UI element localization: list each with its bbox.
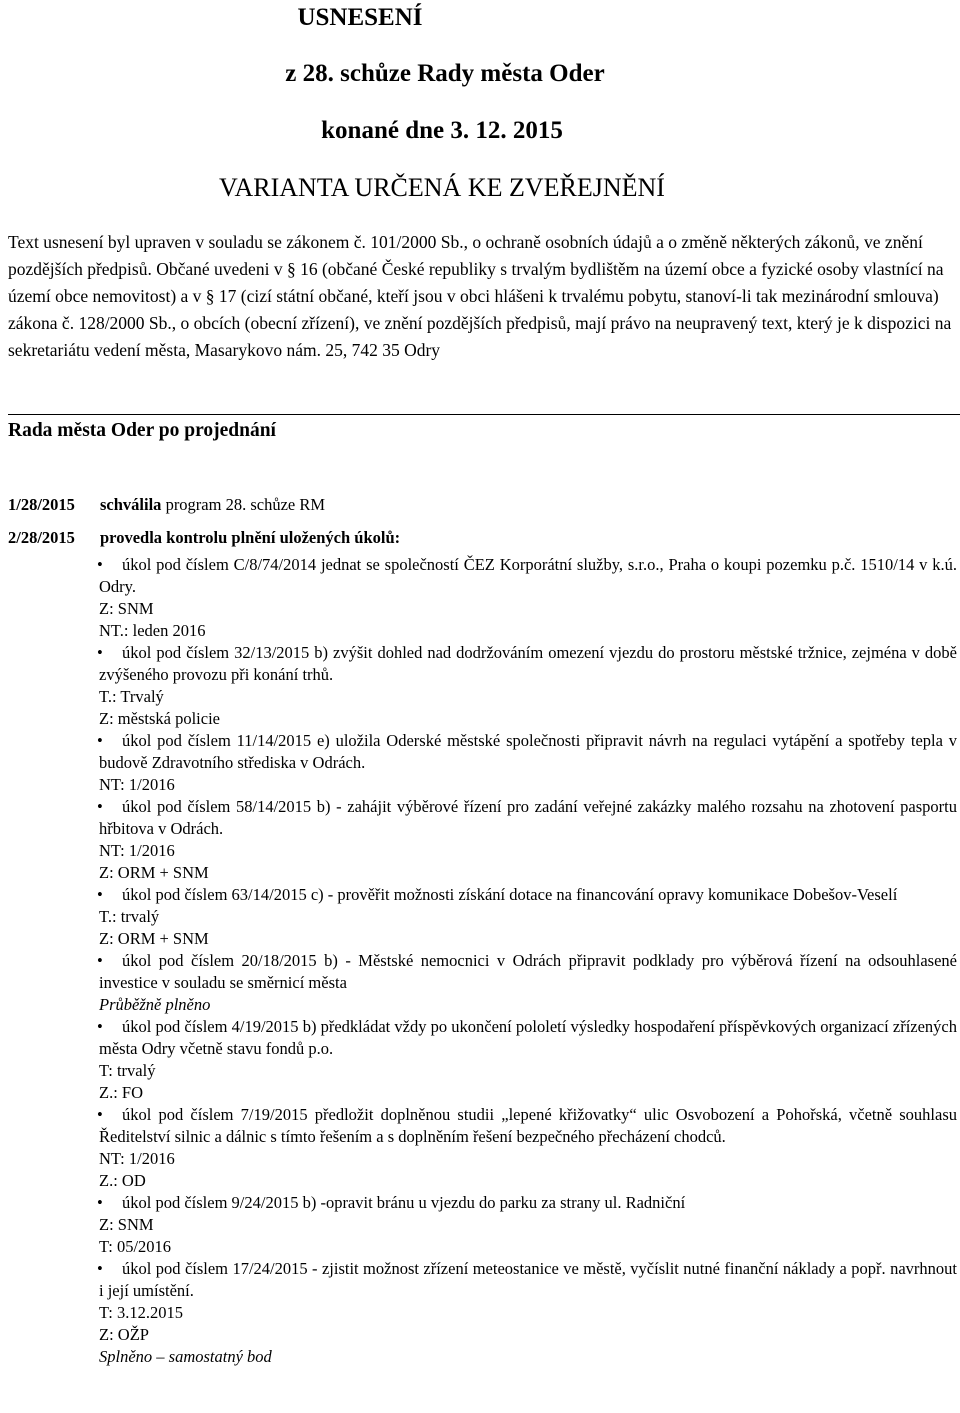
- task-description: úkol pod číslem 32/13/2015 b) zvýšit dohled nad dodržováním omezení vjezdu do prostoru městské tržnice, zejména v době zvýšeného provozu při konání trhů.: [99, 643, 957, 684]
- task-status: Průběžně plněno: [99, 995, 211, 1014]
- task-description: úkol pod číslem 11/14/2015 e) uložila Oderské městské společnosti připravit návrh na regulaci vytápění a spotřeby tepla v budově Zdravotního střediska v Odrách.: [99, 731, 957, 772]
- task-deadline-line: NT: 1/2016: [99, 1149, 175, 1168]
- bullet-icon: •: [97, 1105, 103, 1124]
- resolution-text: schválila program 28. schůze RM: [100, 495, 326, 514]
- task-item: [99, 554, 957, 642]
- resolution-number: 2/28/2015: [8, 528, 75, 547]
- task-deadline-line: Z: městská policie: [99, 709, 220, 728]
- task-deadline-line: T: 3.12.2015: [99, 1303, 183, 1322]
- task-deadline-line: Z.: FO: [99, 1083, 144, 1102]
- task-description: úkol pod číslem 7/19/2015 předložit doplněnou studii „lepené křižovatky“ ulic Osvobození a Pohořská, včetně souhlasu Ředitelství silnic a dálnic s tímto řešením a s doplněním řešení bezpečného přecházení chodců.: [99, 1105, 957, 1146]
- task-item: [99, 642, 957, 730]
- task-deadline-line: Z: ORM + SNM: [99, 863, 209, 882]
- task-deadline-line: T: 05/2016: [99, 1237, 172, 1256]
- task-deadline-line: T.: trvalý: [99, 907, 160, 926]
- variant-label: VARIANTA URČENÁ KE ZVEŘEJNĚNÍ: [219, 173, 665, 202]
- task-description: úkol pod číslem C/8/74/2014 jednat se společností ČEZ Korporátní služby, s.r.o., Praha o koupi pozemku p.č. 1510/14 v k.ú. Odry.: [99, 555, 957, 596]
- bullet-icon: •: [97, 1017, 103, 1036]
- task-deadline-line: Z: SNM: [99, 599, 154, 618]
- section-divider: [8, 414, 960, 415]
- task-description: úkol pod číslem 63/14/2015 c) - prověřit možnosti získání dotace na financování opravy komunikace Dobešov-Veselí: [122, 885, 898, 904]
- task-deadline-line: Z.: OD: [99, 1171, 146, 1190]
- task-item: [99, 884, 957, 950]
- task-item: [99, 1104, 957, 1192]
- task-deadline-line: NT.: leden 2016: [99, 621, 206, 640]
- resolution-number: 1/28/2015: [8, 495, 75, 514]
- task-item: [99, 1192, 957, 1258]
- bullet-icon: •: [97, 555, 103, 574]
- task-deadline-line: Z: ORM + SNM: [99, 929, 209, 948]
- bullet-icon: •: [97, 1193, 103, 1212]
- document-subtitle: z 28. schůze Rady města Oder: [285, 60, 605, 87]
- task-description: úkol pod číslem 58/14/2015 b) - zahájit výběrové řízení pro zadání veřejné zakázky malého rozsahu na zhotovení pasportu hřbitova v Odrách.: [99, 797, 957, 838]
- task-description: úkol pod číslem 20/18/2015 b) - Městské nemocnici v Odrách připravit podklady pro výběrová řízení na odsouhlasené investice v souladu se směrnicí města: [99, 951, 957, 992]
- task-description: úkol pod číslem 17/24/2015 - zjistit možnost zřízení meteostanice ve městě, vyčíslit nutné finanční náklady a popř. navrhnout i její umístění.: [99, 1259, 957, 1300]
- bullet-icon: •: [97, 643, 103, 662]
- task-deadline-line: Z: OŽP: [99, 1325, 149, 1344]
- task-item: [99, 950, 957, 1016]
- section-heading: Rada města Oder po projednání: [8, 420, 276, 441]
- task-description: úkol pod číslem 4/19/2015 b) předkládat vždy po ukončení pololetí výsledky hospodaření příspěvkových organizací zřízených města Odry včetně stavu fondů p.o.: [99, 1017, 957, 1058]
- task-deadline-line: NT: 1/2016: [99, 841, 175, 860]
- document-title: USNESENÍ: [297, 4, 423, 31]
- task-list: [99, 554, 957, 1368]
- task-deadline-line: T.: Trvalý: [99, 687, 164, 706]
- task-deadline-line: NT: 1/2016: [99, 775, 175, 794]
- bullet-icon: •: [97, 797, 103, 816]
- meeting-date: konané dne 3. 12. 2015: [321, 117, 563, 144]
- task-item: [99, 730, 957, 796]
- task-description: úkol pod číslem 9/24/2015 b) -opravit bránu u vjezdu do parku za strany ul. Radniční: [122, 1193, 686, 1212]
- bullet-icon: •: [97, 951, 103, 970]
- task-item: [99, 1016, 957, 1104]
- task-item: [99, 796, 957, 884]
- task-deadline-line: T: trvalý: [99, 1061, 156, 1080]
- task-status: Splněno – samostatný bod: [99, 1347, 272, 1366]
- bullet-icon: •: [97, 731, 103, 750]
- intro-paragraph: Text usnesení byl upraven v souladu se zákonem č. 101/2000 Sb., o ochraně osobních údajů a o změně některých zákonů, ve znění pozdějších předpisů. Občané uvedeni v § 16 (občané České republiky s trvalým bydlištěm na území obce a fyzické osoby vlastnící na území obce nemovitost) a v § 17 (cizí státní občané, kteří jsou v obci hlášeni k trvalému pobytu, stanoví-li tak mezinárodní smlouva) zákona č. 128/2000 Sb., o obcích (obecní zřízení), ve znění pozdějších předpisů, mají právo na neupravený text, který je k dispozici na sekretariátu vedení města, Masarykovo nám. 25, 742 35 Odry: [8, 232, 952, 360]
- task-item: [99, 1258, 957, 1368]
- bullet-icon: •: [97, 1259, 103, 1278]
- task-deadline-line: Z: SNM: [99, 1215, 154, 1234]
- resolution-text: provedla kontrolu plnění uložených úkolů:: [100, 528, 401, 547]
- bullet-icon: •: [97, 885, 103, 904]
